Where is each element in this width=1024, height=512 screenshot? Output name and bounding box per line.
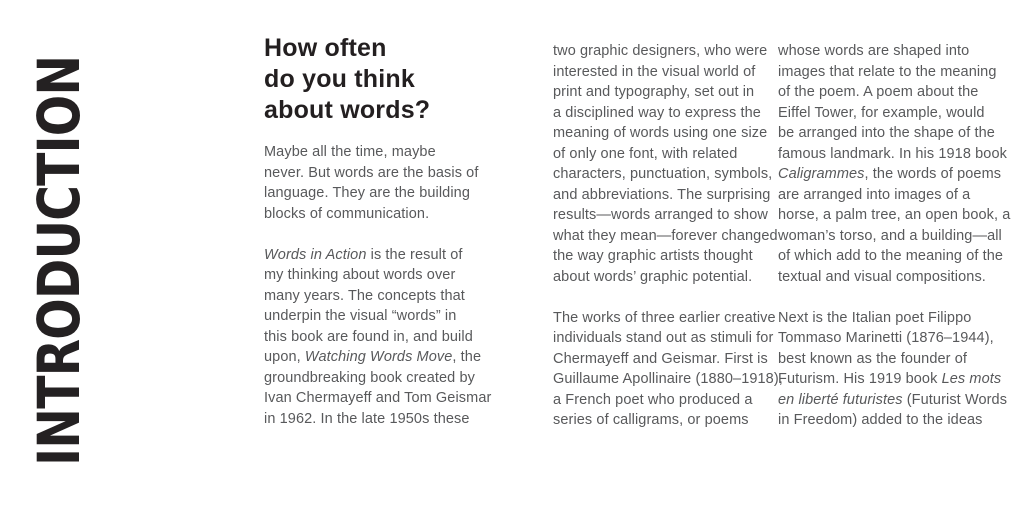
text-line: images that relate to the meaning xyxy=(778,63,997,80)
text-line: Caligrammes, the words of poems xyxy=(778,166,1002,182)
heading-line-1: How often xyxy=(264,34,387,62)
paragraph xyxy=(264,142,491,224)
heading-line-2: do you think xyxy=(264,65,415,93)
text-line: never. But words are the basis of xyxy=(264,164,479,181)
paragraph xyxy=(553,308,783,431)
section-heading xyxy=(264,33,430,126)
text-line: whose words are shaped into xyxy=(778,43,970,59)
text-line: this book are found in, and build xyxy=(264,328,473,345)
text-line: groundbreaking book created by xyxy=(264,369,475,386)
text-line: results—words arranged to show xyxy=(553,207,768,223)
text-line: are arranged into images of a xyxy=(778,186,971,203)
text-line: famous landmark. In his 1918 book xyxy=(778,145,1007,162)
text-line: Ivan Chermayeff and Tom Geismar xyxy=(264,390,492,406)
text-line: Futurism. His 1919 book Les mots xyxy=(778,371,1002,387)
text-column-3 xyxy=(778,41,1010,431)
paragraph xyxy=(778,41,1010,287)
text-line: of the poem. A poem about the xyxy=(778,84,979,100)
text-line: textual and visual compositions. xyxy=(778,268,986,285)
text-line: Eiffel Tower, for example, would xyxy=(778,104,985,121)
text-line: what they mean—forever changed xyxy=(553,227,778,244)
text-line: Words in Action is the result of xyxy=(264,246,463,263)
text-line: Tommaso Marinetti (1876–1944), xyxy=(778,330,994,346)
text-column-1 xyxy=(264,142,491,429)
text-line: characters, punctuation, symbols, xyxy=(553,166,773,182)
text-line: Maybe all the time, maybe xyxy=(264,144,436,160)
paragraph xyxy=(264,245,491,430)
text-line: my thinking about words over xyxy=(264,267,456,283)
text-line: in Freedom) added to the ideas xyxy=(778,412,983,428)
text-line: interested in the visual world of xyxy=(553,63,756,80)
text-line: blocks of communication. xyxy=(264,205,430,222)
text-line: many years. The concepts that xyxy=(264,287,465,304)
text-line: individuals stand out as stimuli for xyxy=(553,330,774,346)
text-line: upon, Watching Words Move, the xyxy=(264,349,482,365)
text-line: horse, a palm tree, an open book, a xyxy=(778,207,1011,223)
text-line: two graphic designers, who were xyxy=(553,43,768,59)
text-line: and abbreviations. The surprising xyxy=(553,186,771,203)
text-line: woman’s torso, and a building—all xyxy=(778,227,1002,244)
text-line: about words’ graphic potential. xyxy=(553,268,753,285)
text-line: Next is the Italian poet Filippo xyxy=(778,309,972,326)
text-line: the way graphic artists thought xyxy=(553,248,753,264)
text-line: in 1962. In the late 1950s these xyxy=(264,410,470,427)
text-line: meaning of words using one size xyxy=(553,125,768,141)
text-line: print and typography, set out in xyxy=(553,84,755,100)
text-line: series of calligrams, or poems xyxy=(553,412,749,428)
text-line: be arranged into the shape of the xyxy=(778,125,995,141)
text-line: a disciplined way to express the xyxy=(553,104,761,121)
text-line: The works of three earlier creative xyxy=(553,309,776,326)
text-column-2 xyxy=(553,41,783,431)
text-line: of only one font, with related xyxy=(553,145,738,162)
text-line: best known as the founder of xyxy=(778,350,968,367)
text-line: language. They are the building xyxy=(264,185,470,201)
text-line: of which add to the meaning of the xyxy=(778,248,1004,264)
text-line: Chermayeff and Geismar. First is xyxy=(553,350,768,367)
text-line: underpin the visual “words” in xyxy=(264,308,457,324)
text-line: Guillaume Apollinaire (1880–1918), xyxy=(553,371,783,387)
paragraph xyxy=(778,308,1010,431)
chapter-title-vertical: INTRODUCTION xyxy=(25,55,93,466)
text-line: a French poet who produced a xyxy=(553,391,753,408)
heading-line-3: about words? xyxy=(264,96,431,124)
text-line: en liberté futuristes (Futurist Words xyxy=(778,391,1008,408)
paragraph xyxy=(553,41,783,287)
